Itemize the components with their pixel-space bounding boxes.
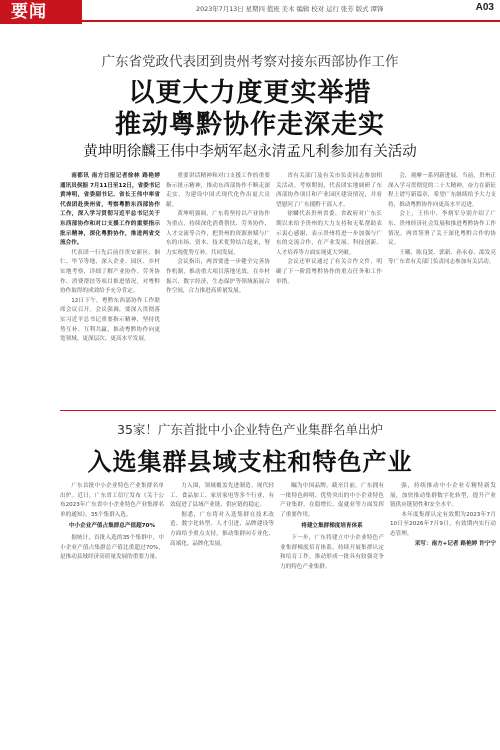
paragraph: 据悉，广东将对入选集群在技术改造、数字化转型、人才引进、品牌建设等方面给予重点支持，推动集群向专业化、高端化、品牌化发展。 bbox=[170, 511, 274, 547]
paragraph: 王曦、陈良贤、郭新、孙永春、邵发亮等广东省有关部门负责同志参加有关活动。 bbox=[388, 249, 496, 266]
paragraph: 黄坤明强调，广东将坚持以产业协作为重点，持续深化消费帮扶、劳务协作、人才交流等合作，把贵州的资源禀赋与广东的市场、资本、技术优势结合起来，努力实现优势互补、共同发展。 bbox=[166, 211, 270, 256]
story2-column-1 bbox=[60, 482, 164, 746]
story1-headline-line1: 以更大力度更实举措 bbox=[128, 78, 372, 108]
paragraph: 会，观摩一系列新进展。当前，贵州正深入学习贯彻党的二十大精神，奋力在新征程上谱写新篇章，希望广东继续给予大力支持，推动粤黔协作向更高水平迈进。 bbox=[388, 173, 496, 208]
paragraph: 南都讯 南方日报记者徐林 路艳婷 通讯员侯振 7月11日至12日，省委书记黄坤明，省委副书记、省长王伟中率省代表团赴贵州省，考察粤黔东西部协作工作，深入学习贯彻习近平总书记关于东西部协作和对口支援工作的重要指示批示精神，深化粤黔协作，推进两省交流合作。 bbox=[60, 173, 160, 247]
paragraph: 省有关部门及有关市负责同志参加相关活动。考察期间，代表团实地调研了东西部协作项目和产业园区建设情况，并看望慰问了广东援黔干部人才。 bbox=[276, 173, 382, 208]
paragraph: 会议还审议通过了有关合作文件，明确了下一阶段粤黔协作的重点任务和工作举措。 bbox=[276, 259, 382, 285]
story2-column-2 bbox=[170, 482, 274, 746]
paragraph: 强，持续推动中小企业专精特新发展，加快推动集群数字化转型，提升产业链供应链韧性和安全水平。 bbox=[390, 483, 496, 509]
paragraph: 代表团一行先后前往贵安新区、铜仁、毕节等地，深入企业、园区、乡村实地考察，详细了解产业协作、劳务协作、消费帮扶等项目推进情况，对粤黔协作取得的成效给予充分肯定。 bbox=[60, 249, 160, 295]
story1-column-2 bbox=[166, 172, 270, 404]
paragraph: 下一步，广东将建立中小企业特色产业集群梯度培育体系，持续开展集群认定和培育工作，推动形成一批具有较强竞争力的特色产业集群。 bbox=[280, 534, 384, 570]
paragraph: 瞩为中国品牌。截至目前，广东拥有一批特色鲜明、优势突出的中小企业特色产业集群，在稳增长、促就业等方面发挥了重要作用。 bbox=[280, 483, 384, 518]
issue-meta: 2023年7月13日 星期四 值班 美术 编辑 校对 运行 张芳 版式 谭锋 bbox=[196, 5, 384, 13]
page-number: A03 bbox=[475, 2, 494, 13]
paragraph: 重要讲话精神和对口支援工作的重要指示批示精神，推动东西部协作不断走深走实，为建设中国式现代化作出更大贡献。 bbox=[166, 173, 270, 208]
byline: 采写：南方+记者 路艳婷 许宁宁 bbox=[414, 540, 496, 547]
section-subheading: 中小企业产值占集群总产值超70% bbox=[68, 523, 156, 530]
paragraph: 本年度集群认定有效期为2023年7月10日至2026年7月9日，有效期内实行动态管理。 bbox=[390, 511, 496, 537]
story2-headline: 入选集群县域支柱和特色产业 bbox=[87, 448, 413, 476]
story2-column-4 bbox=[390, 482, 496, 746]
story2-column-3 bbox=[280, 482, 384, 746]
story1-column-1 bbox=[60, 172, 160, 404]
story1-kicker: 广东省党政代表团到贵州考察对接东西部协作工作 bbox=[101, 54, 399, 70]
story1-headline-line2: 推动粤黔协作走深走实 bbox=[114, 110, 385, 140]
section-title: 要闻 bbox=[0, 0, 82, 24]
story-divider bbox=[60, 410, 496, 411]
header-rule bbox=[82, 20, 500, 22]
paragraph: 会上，王伟中、李炳军分别介绍了广东、贵州经济社会发展和推进粤黔协作工作情况。两省签署了关于深化粤黔合作的协议。 bbox=[388, 211, 496, 247]
story1-subhead: 黄坤明徐麟王伟中李炳军赵永清孟凡利参加有关活动 bbox=[83, 144, 417, 160]
paragraph: 力入围，领域覆盖先进制造、现代轻工、食品加工、家居家电等多个行业，有效促进了县域产业链、供应链的稳定。 bbox=[170, 483, 274, 509]
paragraph: 广东首批中小企业特色产业集群名单出炉。近日，广东省工信厅发布《关于公布2023年广东省中小企业特色产业集群名单的通知》，35个集群入选。 bbox=[60, 483, 164, 518]
paragraph: 据统计，首批入选的35个集群中，中小企业产值占集群总产值比重超过70%，是推动县域经济高质量发展的重要力量。 bbox=[60, 534, 164, 561]
section-subheading: 将建立集群梯度培育体系 bbox=[301, 523, 363, 530]
paragraph: 会议指出，两省要进一步健全完善协作机制，推动重大项目落地见效，在乡村振兴、数字经济、生态保护等领域拓展合作空间，合力推进高质量发展。 bbox=[166, 259, 270, 295]
paragraph: 12日下午，粤黔东西部协作工作联席会议召开。会议强调，要深入贯彻落实习近平总书记重要指示精神，坚持优势互补、互利共赢，推动粤黔协作向更宽领域、更深层次、更高水平发展。 bbox=[60, 297, 160, 343]
story1-column-3 bbox=[276, 172, 382, 404]
story1-column-4 bbox=[388, 172, 496, 404]
paragraph: 徐麟代表贵州省委、省政府对广东长期以来给予贵州的大力支持和无私帮助表示衷心感谢，表示贵州将进一步加强与广东的交流合作，在产业发展、科技创新、人才培养等方面实现更大突破。 bbox=[276, 211, 382, 256]
story2-kicker: 35家！广东首批中小企业特色产业集群名单出炉 bbox=[117, 422, 383, 437]
